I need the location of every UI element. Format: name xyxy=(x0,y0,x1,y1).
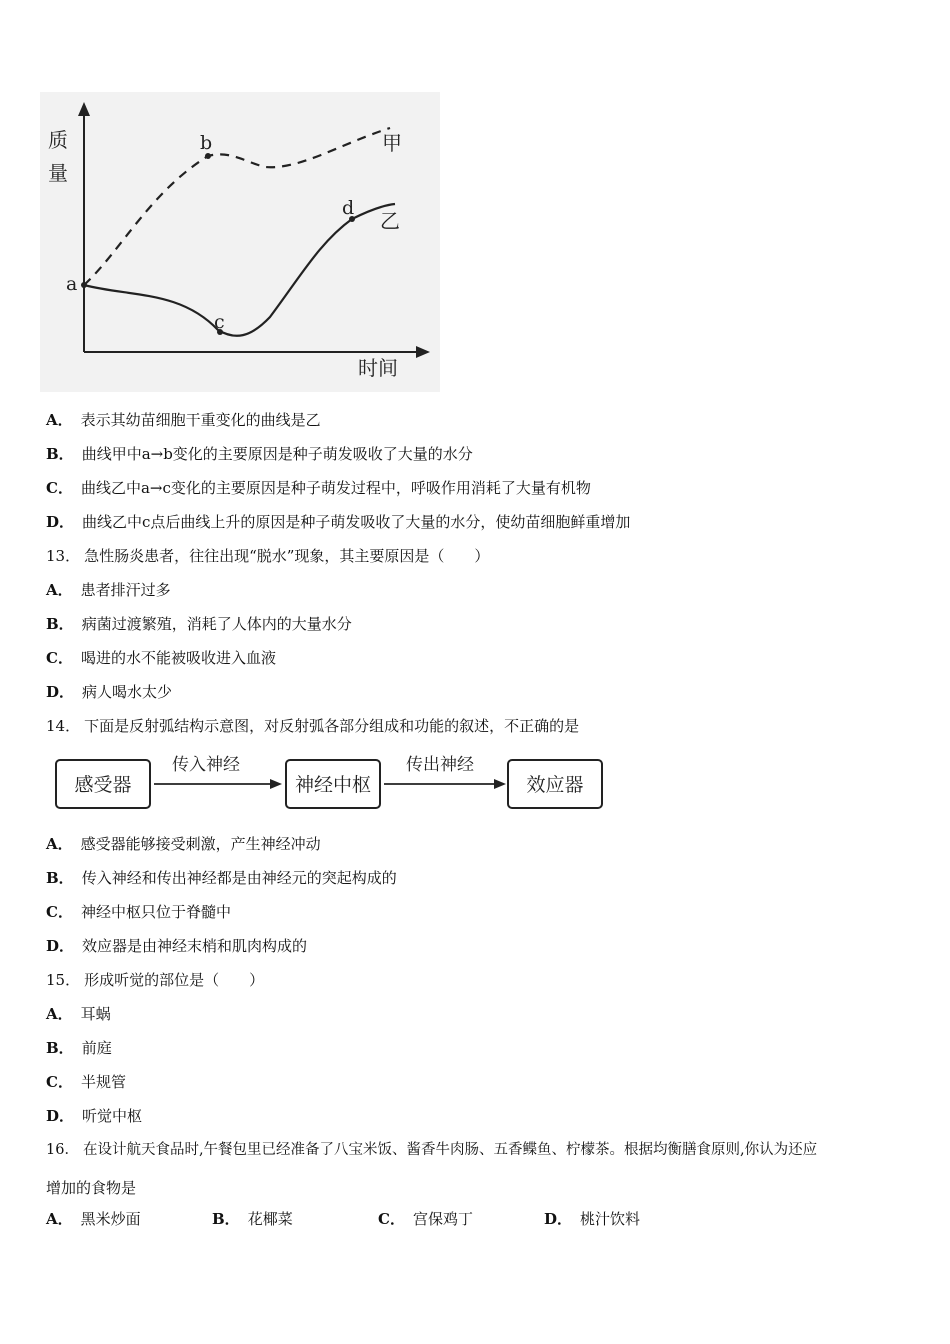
option-text: 感受器能够接受刺激，产生神经冲动 xyxy=(80,835,321,853)
option-text: 桃汁饮料 xyxy=(580,1210,641,1228)
q16-option-d xyxy=(544,1209,640,1229)
q15-stem xyxy=(46,970,264,990)
label-d: d xyxy=(342,197,355,219)
option-letter: A． xyxy=(46,1210,73,1228)
question-number: 15． xyxy=(46,971,81,989)
option-letter: C． xyxy=(46,1073,73,1091)
option-letter: C． xyxy=(46,479,73,497)
q14-option-a xyxy=(46,834,321,854)
option-letter: D． xyxy=(46,513,75,531)
q13-option-a xyxy=(46,580,171,600)
question-number: 16． xyxy=(46,1142,79,1158)
option-letter: A． xyxy=(46,1005,73,1023)
option-text: 病人喝水太少 xyxy=(82,683,173,701)
option-letter: C． xyxy=(46,903,73,921)
arrow-efferent-label: 传出神经 xyxy=(406,755,474,775)
option-letter: A． xyxy=(46,581,73,599)
q13-option-b xyxy=(46,614,352,634)
option-text: 病菌过渡繁殖，消耗了人体内的大量水分 xyxy=(81,615,352,633)
question-number: 14． xyxy=(46,717,81,735)
q15-option-b xyxy=(46,1038,112,1058)
option-text: 患者排汗过多 xyxy=(80,581,171,599)
option-text: 神经中枢只位于脊髓中 xyxy=(80,903,231,921)
question-text: 下面是反射弧结构示意图，对反射弧各部分组成和功能的叙述，不正确的是 xyxy=(84,717,580,735)
question-number: 13． xyxy=(46,547,81,565)
q16-stem-line1 xyxy=(46,1140,817,1160)
q13-stem xyxy=(46,546,489,566)
option-text: 耳蜗 xyxy=(80,1005,111,1023)
option-letter: A． xyxy=(46,411,73,429)
box-effector-label: 效应器 xyxy=(526,774,584,796)
q15-option-a xyxy=(46,1004,111,1024)
q16-options-row xyxy=(46,1209,640,1229)
label-b: b xyxy=(200,132,213,154)
option-letter: B． xyxy=(46,615,74,633)
point-a-dot xyxy=(81,282,87,288)
box-nerve-center-label: 神经中枢 xyxy=(294,774,372,796)
option-text: 听觉中枢 xyxy=(82,1107,143,1125)
option-letter: B． xyxy=(46,445,74,463)
label-a: a xyxy=(66,273,78,295)
seed-mass-graph xyxy=(40,92,440,392)
q16-stem-line2 xyxy=(46,1178,136,1198)
option-letter: C． xyxy=(46,649,73,667)
q14-option-b xyxy=(46,868,397,888)
q12-option-b xyxy=(46,444,473,464)
option-letter: B． xyxy=(46,869,74,887)
option-text: 前庭 xyxy=(81,1039,112,1057)
question-text: 急性肠炎患者，往往出现“脱水”现象，其主要原因是（ ） xyxy=(84,547,490,565)
option-text: 曲线甲中a→b变化的主要原因是种子萌发吸收了大量的水分 xyxy=(81,445,473,463)
option-letter: B． xyxy=(46,1039,74,1057)
q13-option-c xyxy=(46,648,276,668)
question-text: 形成听觉的部位是（ ） xyxy=(84,971,265,989)
q16-option-a xyxy=(46,1209,212,1229)
q12-option-c xyxy=(46,478,591,498)
box-receptor-label: 感受器 xyxy=(74,774,132,796)
question-text-continued: 增加的食物是 xyxy=(46,1179,137,1197)
arrow-afferent-head xyxy=(270,779,282,789)
option-text: 花椰菜 xyxy=(247,1210,293,1228)
option-text: 曲线乙中c点后曲线上升的原因是种子萌发吸收了大量的水分，使幼苗细胞鲜重增加 xyxy=(82,513,631,531)
option-letter: D． xyxy=(46,1107,75,1125)
label-c: c xyxy=(214,311,225,333)
x-label: 时间 xyxy=(358,356,398,380)
option-text: 黑米炒面 xyxy=(80,1210,141,1228)
option-text: 宫保鸡丁 xyxy=(412,1210,473,1228)
q13-option-d xyxy=(46,682,172,702)
reflex-arc-diagram xyxy=(50,748,610,818)
q12-option-d xyxy=(46,512,630,532)
q16-option-c xyxy=(378,1209,544,1229)
option-text: 表示其幼苗细胞干重变化的曲线是乙 xyxy=(80,411,321,429)
q16-option-b xyxy=(212,1209,378,1229)
q15-option-d xyxy=(46,1106,142,1126)
label-jia: 甲 xyxy=(382,131,402,155)
q14-stem xyxy=(46,716,579,736)
option-text: 半规管 xyxy=(80,1073,126,1091)
option-letter: B． xyxy=(212,1210,240,1228)
option-letter: D． xyxy=(46,937,75,955)
label-yi: 乙 xyxy=(380,209,400,233)
question-text: 在设计航天食品时,午餐包里已经准备了八宝米饭、酱香牛肉肠、五香鲽鱼、柠檬茶。根据均衡膳食原则,你认为还应 xyxy=(82,1142,818,1158)
arrow-efferent-head xyxy=(494,779,506,789)
option-text: 效应器是由神经末梢和肌肉构成的 xyxy=(82,937,308,955)
y-label-1: 质 xyxy=(48,128,68,152)
arrow-afferent-label: 传入神经 xyxy=(172,755,240,775)
q12-option-a xyxy=(46,410,321,430)
option-text: 喝进的水不能被吸收进入血液 xyxy=(80,649,276,667)
option-letter: A． xyxy=(46,835,73,853)
option-letter: D． xyxy=(544,1210,573,1228)
y-label-2: 量 xyxy=(48,161,68,185)
graph-background xyxy=(40,92,440,392)
option-text: 传入神经和传出神经都是由神经元的突起构成的 xyxy=(81,869,397,887)
q14-option-c xyxy=(46,902,231,922)
q15-option-c xyxy=(46,1072,126,1092)
option-letter: D． xyxy=(46,683,75,701)
option-letter: C． xyxy=(378,1210,405,1228)
q14-option-d xyxy=(46,936,307,956)
option-text: 曲线乙中a→c变化的主要原因是种子萌发过程中，呼吸作用消耗了大量有机物 xyxy=(80,479,591,497)
